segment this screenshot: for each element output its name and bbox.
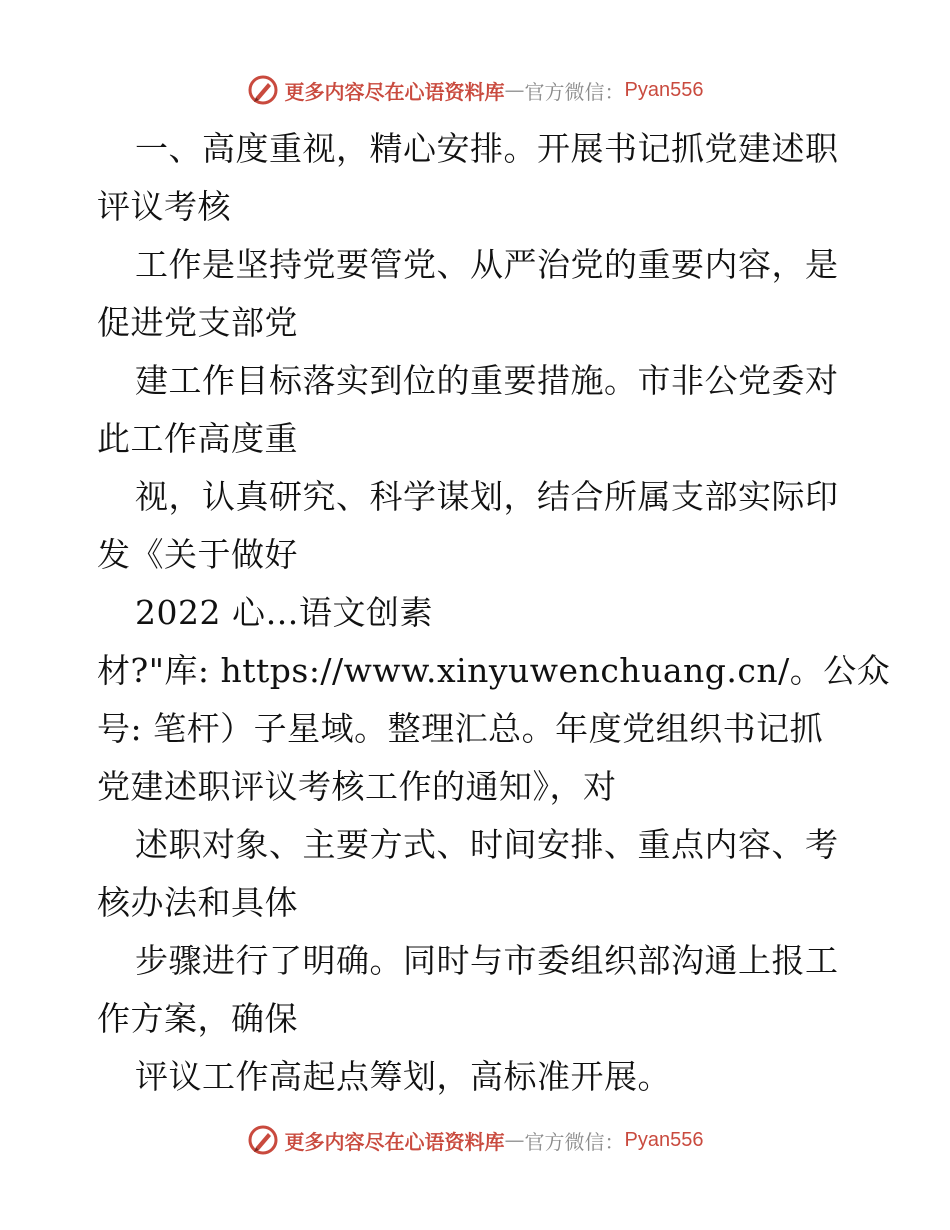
body-line: 工作是坚持党要管党、从严治党的重要内容，是 (135, 245, 839, 284)
body-line: 作方案，确保 (97, 999, 298, 1038)
body-line: 材?"库: https://www.xinyuwenchuang.cn/。公众 (97, 651, 891, 690)
body-line: 2022 心…语文创素 (135, 593, 433, 632)
body-line: 发《关于做好 (97, 535, 298, 574)
document-body (97, 120, 891, 1106)
body-line: 建工作目标落实到位的重要措施。市非公党委对 (135, 361, 839, 400)
body-line: 一、高度重视，精心安排。开展书记抓党建述职 (135, 129, 839, 168)
body-line: 评议工作高起点筹划，高标准开展。 (135, 1057, 671, 1096)
banner-title: 更多内容尽在心语资料库 (284, 1129, 505, 1154)
banner-separator: — (504, 1128, 525, 1152)
body-line: 视，认真研究、科学谋划，结合所属支部实际印 (135, 477, 839, 516)
body-line: 号: 笔杆）子星域。整理汇总。年度党组织书记抓 (97, 709, 824, 748)
body-line: 党建述职评议考核工作的通知》，对 (97, 767, 617, 806)
body-line: 促进党支部党 (97, 303, 298, 342)
banner-title: 更多内容尽在心语资料库 (284, 79, 505, 104)
pen-logo-icon (247, 1124, 279, 1156)
wechat-label: 官方微信： (524, 1129, 625, 1154)
body-line: 此工作高度重 (97, 419, 298, 458)
header-banner (0, 70, 950, 110)
banner-separator: — (504, 78, 525, 102)
wechat-id: Pyan556 (624, 78, 704, 101)
footer-banner (0, 1120, 950, 1160)
wechat-id: Pyan556 (624, 1128, 704, 1151)
pen-logo-icon (247, 74, 279, 106)
wechat-label: 官方微信： (524, 79, 625, 104)
body-line: 述职对象、主要方式、时间安排、重点内容、考 (135, 825, 839, 864)
body-line: 步骤进行了明确。同时与市委组织部沟通上报工 (135, 941, 839, 980)
body-line: 核办法和具体 (97, 883, 298, 922)
body-line: 评议考核 (97, 187, 231, 226)
